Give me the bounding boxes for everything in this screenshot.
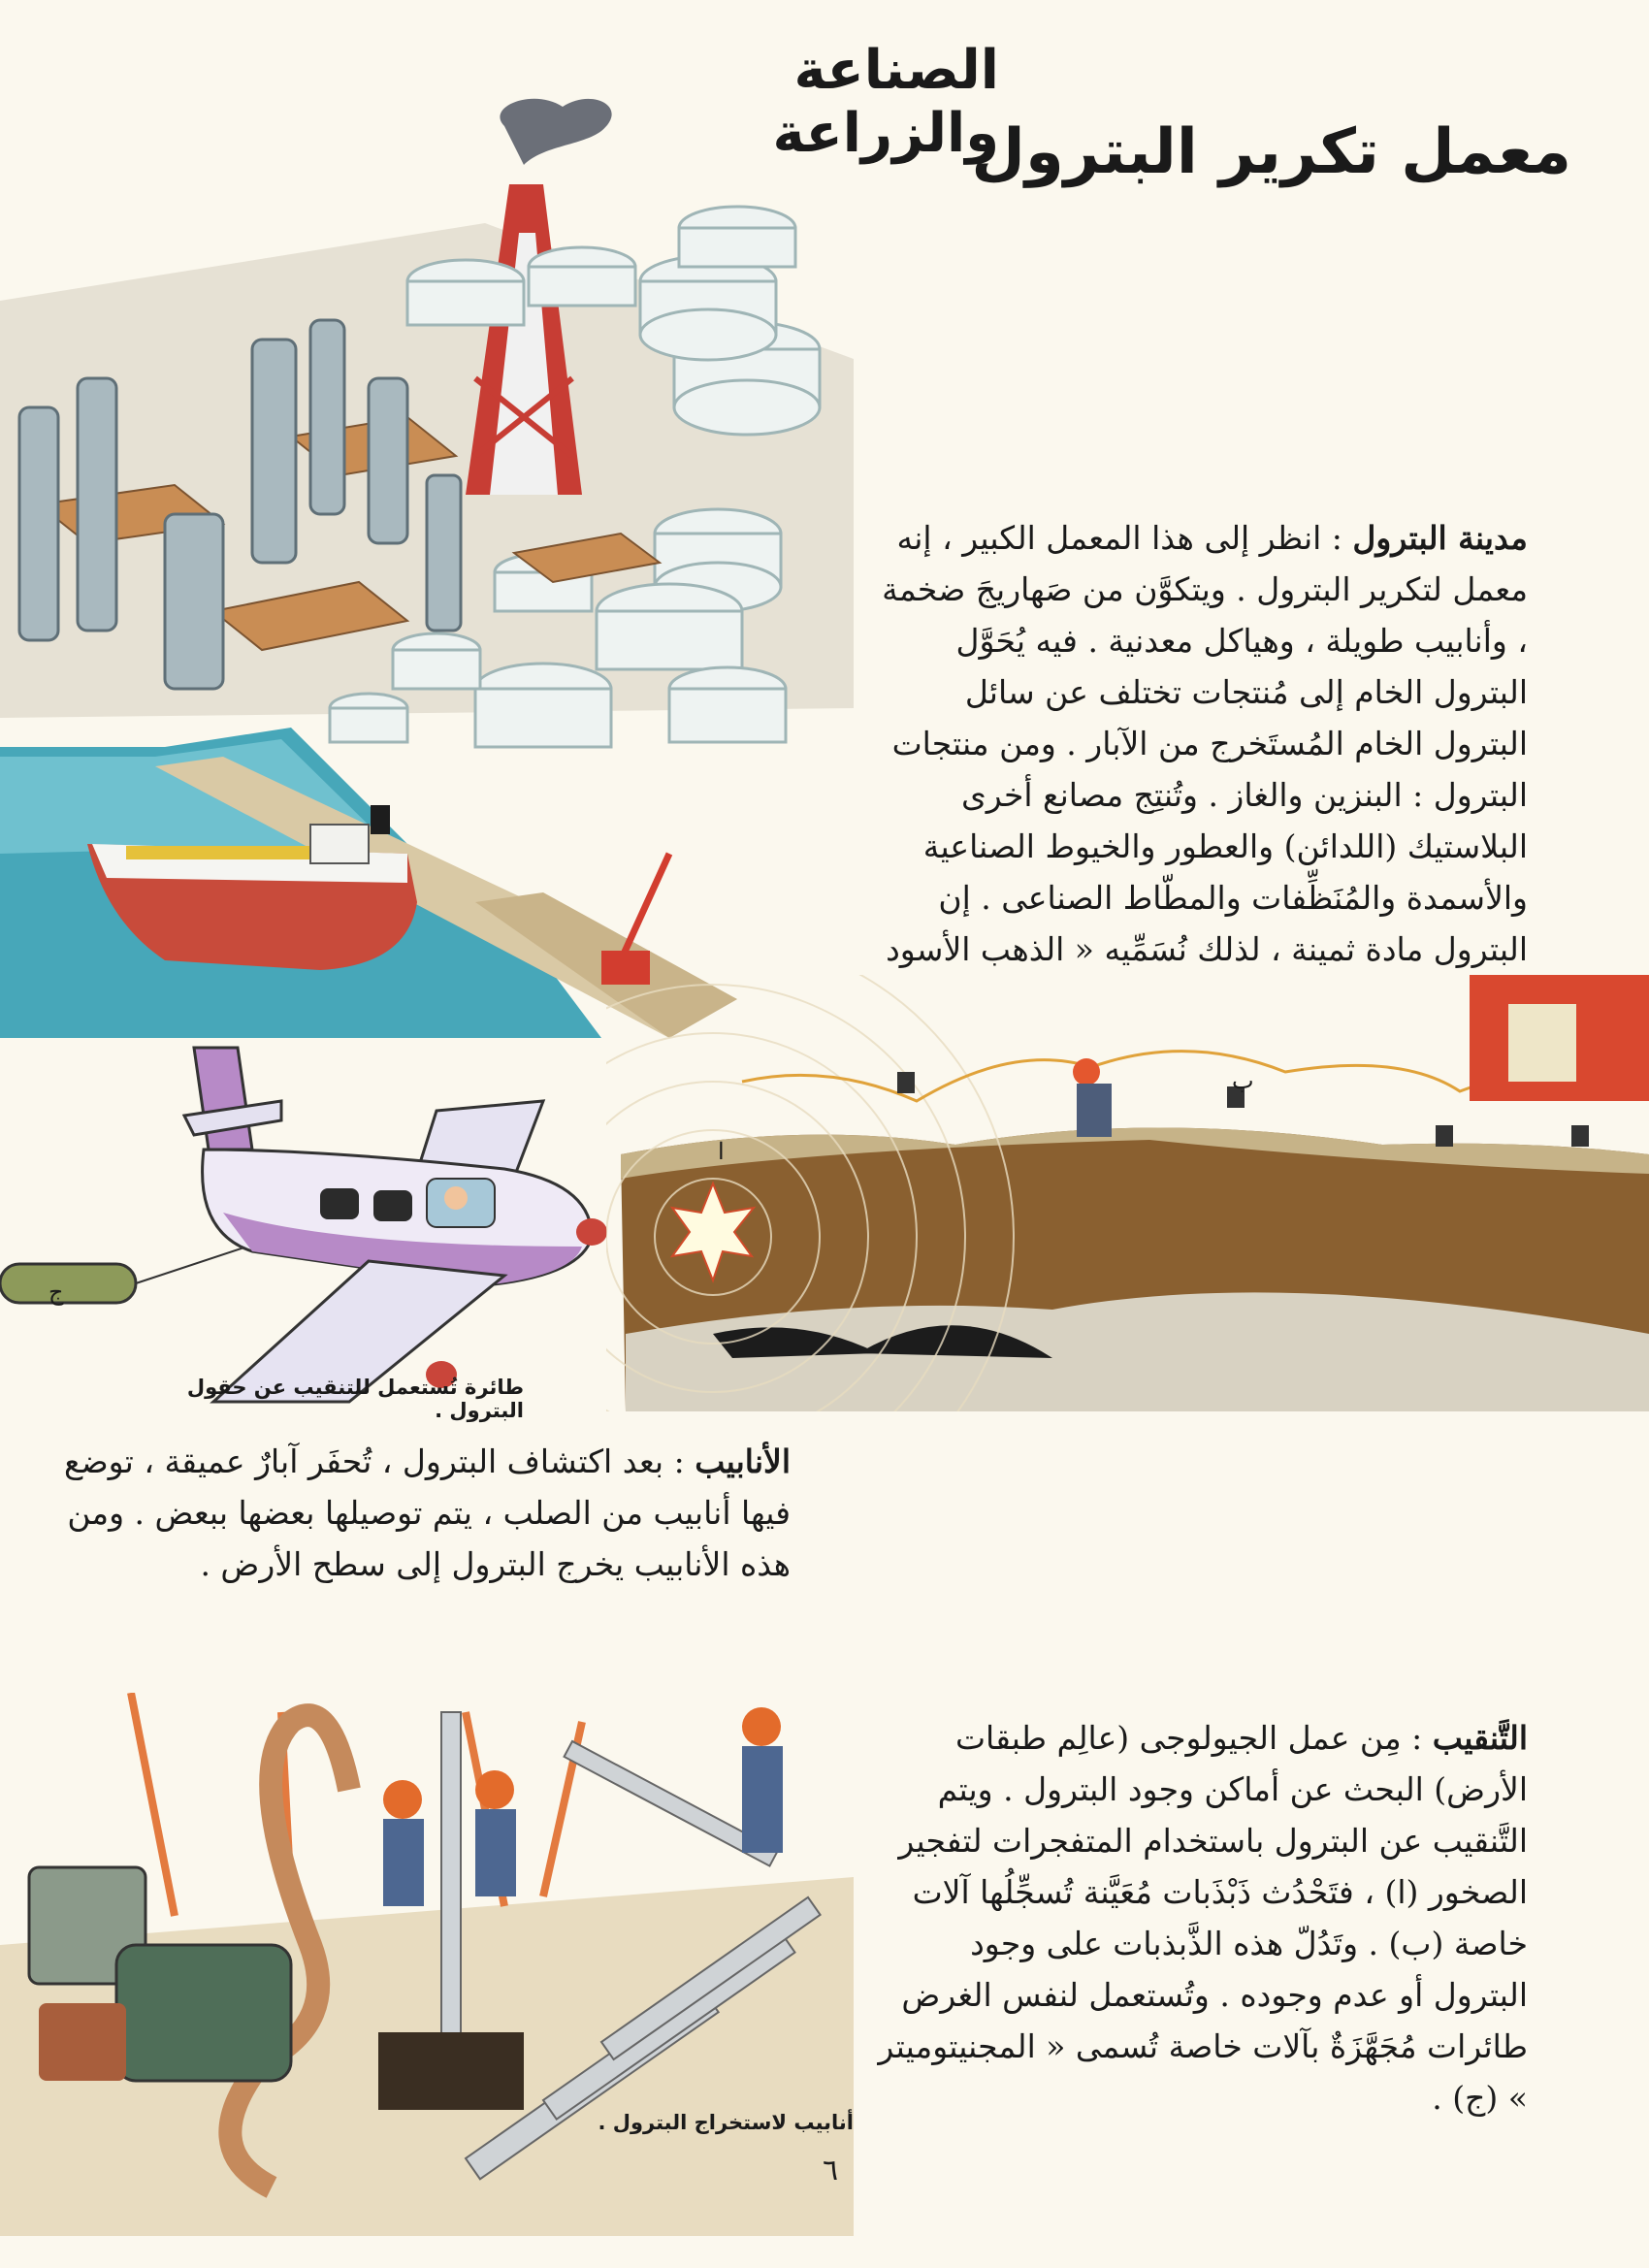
seismic-marker-b: ب — [1232, 1067, 1254, 1094]
section-title: الصناعة والزراعة — [772, 39, 999, 165]
drilling-paragraph — [878, 1712, 1528, 2123]
refinery-term: مدينة البترول — [1352, 519, 1528, 557]
plane-illustration — [0, 1043, 621, 1411]
pipes-paragraph — [53, 1436, 791, 1590]
page-title: معمل تكرير البترول — [971, 116, 1571, 188]
drilling-text: : مِن عمل الجيولوجى (عالِم طبقات الأرض) البحث عن أماكن وجود البترول . ويتم التَّنقيب عن البترول باستخدام المتفجرات لتفجير الصخور (ا) ، فتَحْدُث ذَبْذَبات مُعَيَّنة تُسجِّلُها آلات خاصة (ب) . وتَدُلّ هذه الذَّبذبات على وجود البترول أو عدم وجوده . وتُستعمل لنفس الغرض طائرات مُجَهَّزَةٌ بآلات خاصة تُسمى « المجنيتوميتر » (ج) . — [878, 1719, 1528, 2117]
pipes-term: الأنابيب — [695, 1442, 791, 1480]
refinery-text: : انظر إلى هذا المعمل الكبير ، إنه معمل لتكرير البترول . ويتكوَّن من صَهاريجَ ضخمة ، وأنابيب طويلة ، وهياكل معدنية . فيه يُحَوَّل البترول الخام إلى مُنتجات تختلف عن سائل البترول الخام المُستَخرج من الآبار . ومن منتجات البترول : البنزين والغاز . وتُنتِج مصانع أخرى البلاستيك (اللدائن) والعطور والخيوط الصناعية والأسمدة والمُنَظِّفات والمطّاط الصناعى . إن البترول مادة ثمينة ، لذلك نُسَمِّيه « الذهب الأسود — [882, 519, 1528, 968]
refinery-illustration — [0, 87, 854, 1038]
drilling-illustration — [0, 1693, 854, 2236]
refinery-paragraph — [878, 512, 1528, 1026]
pipes-figure-caption: أنابيب لاستخراج البترول . — [598, 2111, 854, 2134]
plane-caption: طائرة تُستعمل للتنقيب عن حقول البترول . — [186, 1376, 524, 1422]
plane-marker: ج — [48, 1279, 64, 1306]
seismic-illustration — [606, 975, 1649, 1411]
drilling-term: التَّنقيب — [1432, 1719, 1528, 1757]
pipes-text: : بعد اكتشاف البترول ، تُحفَر آبارٌ عميقة ، توضع فيها أنابيب من الصلب ، يتم توصيلها بعضها ببعض . ومن هذه الأنابيب يخرج البترول إلى سطح الأرض . — [64, 1442, 791, 1583]
seismic-marker-a: ا — [718, 1138, 725, 1165]
page-number: ٦ — [823, 2154, 839, 2187]
